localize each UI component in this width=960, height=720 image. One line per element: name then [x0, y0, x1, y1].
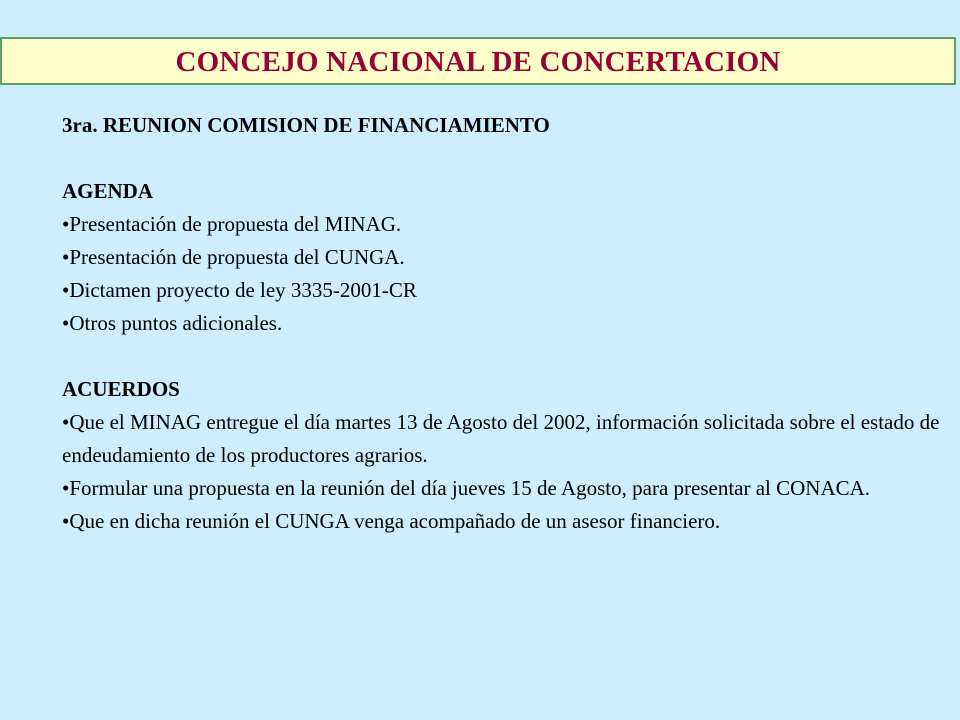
acuerdo-item: •Que el MINAG entregue el día martes 13 de Agosto del 2002, información solicitada sobre el estado de endeudamiento de los productores agrarios. [62, 410, 940, 467]
agenda-item: •Presentación de propuesta del CUNGA. [62, 245, 405, 269]
spacer [62, 340, 942, 373]
agenda-item: •Dictamen proyecto de ley 3335-2001-CR [62, 278, 417, 302]
page-title: CONCEJO NACIONAL DE CONCERTACION [175, 45, 781, 78]
slide-body [62, 109, 942, 538]
agenda-heading: AGENDA [62, 179, 154, 203]
meeting-subtitle: 3ra. REUNION COMISION DE FINANCIAMIENTO [62, 113, 550, 137]
acuerdos-heading: ACUERDOS [62, 377, 180, 401]
title-banner [0, 37, 956, 85]
agenda-item: •Presentación de propuesta del MINAG. [62, 212, 402, 236]
spacer [62, 142, 942, 175]
acuerdo-item: •Formular una propuesta en la reunión del día jueves 15 de Agosto, para presentar al CONACA. [62, 476, 871, 500]
agenda-item: •Otros puntos adicionales. [62, 311, 283, 335]
acuerdo-item: •Que en dicha reunión el CUNGA venga acompañado de un asesor financiero. [62, 509, 721, 533]
